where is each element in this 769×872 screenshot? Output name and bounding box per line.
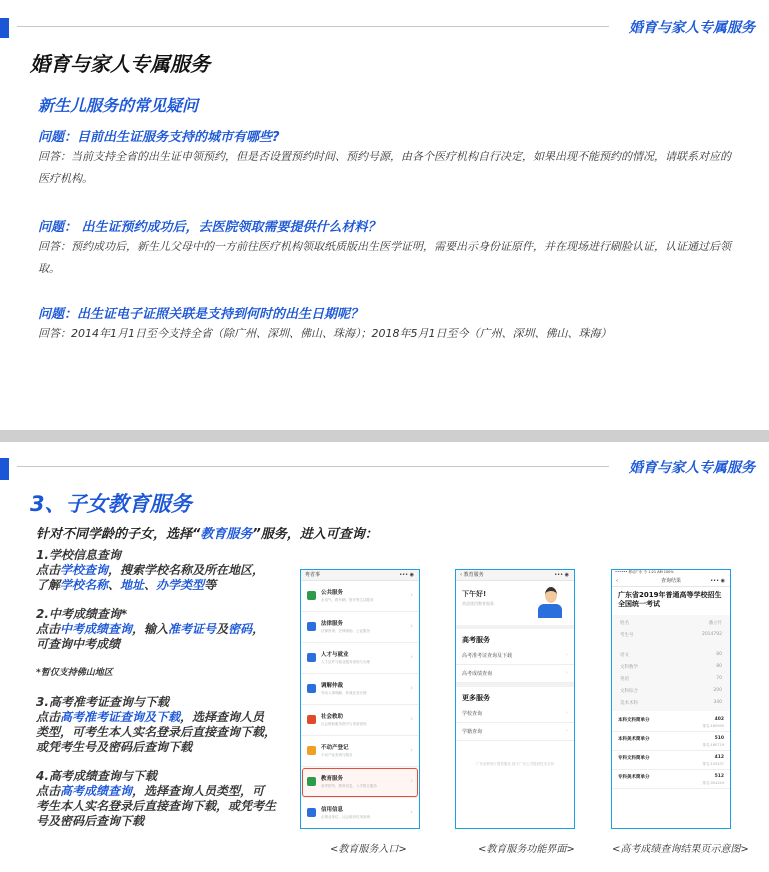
footer-note: 广东省教育厅提供服务 数字广东公司提供技术支持 [475,762,555,766]
menu-item-subtitle: 不动产证查询与服务 [321,753,353,757]
chevron-right-icon: › [410,777,413,785]
menu-item-icon [307,715,316,724]
menu-item[interactable] [301,767,419,798]
slide-education-service [0,442,769,872]
menu-item-title: 调解仲裁 [321,683,344,689]
menu-item-title: 信用信息 [321,807,344,813]
foshan-note: *暂仅支持佛山地区 [36,668,113,678]
score-row: 本科文科简单分 402 排名:180950 [612,713,730,732]
score-row: 专科文科简单分 412 排名:193437 [612,751,730,770]
menu-item-subtitle: 高考招考、教育信息、入学报名服务 [321,784,377,788]
greeting-banner: 下午好! 欢迎使用教育服务 [456,581,574,629]
menu-item-subtitle: 水电气、路车辆、报车等生活服务 [321,598,374,602]
chevron-right-icon: › [410,622,413,630]
status-bar: •••••• 移动广东 令 1:21 AM 100% [612,570,730,576]
menu-item-title: 教育服务 [321,776,344,782]
menu-item[interactable] [301,643,419,674]
faq-subheading: 新生儿服务的常见疑问 [38,96,199,115]
menu-item-icon [307,622,316,631]
section-tag: 婚育与家人专属服务 [629,460,755,476]
result-field: 英语 70 [620,676,722,682]
menu-item-title: 公共服务 [321,590,344,596]
header-rule [17,466,609,467]
menu-item-subtitle: 劳动人事调解、仲裁业务办理 [321,691,367,695]
menu-item[interactable] [301,705,419,736]
item-gaokao-score: 4.高考成绩查询与下载 点击高考成绩查询，选择查询人员类型，可考生本人实名登录后直接查询下载，或凭考生号及密码后查询下载 [36,769,277,828]
item-gaokao-ticket: 3.高考准考证查询与下载 点击高考准考证查询及下载，选择查询人员类型，可考生本人实名登录后直接查询下载，或凭考生号及密码后查询下载 [36,695,277,754]
result-fields [612,615,730,711]
menu-item-subtitle: 企事业单位、社会组织信用查询 [321,815,370,819]
result-field: 文科数学 80 [620,664,722,670]
section-more: 更多服务 [462,694,490,702]
menu-item-subtitle: 社会救助服务指引与申请查询 [321,722,367,726]
menu-item-icon [307,808,316,817]
chevron-right-icon: › [410,684,413,692]
chevron-right-icon: › [410,591,413,599]
intro-text: 针对不同学龄的子女，选择“教育服务”服务，进入可查询： [36,527,378,542]
menu-item-icon [307,746,316,755]
menu-item[interactable] [301,736,419,767]
result-scores [612,713,730,789]
menu-item-icon [307,777,316,786]
phone-education-functions [455,569,575,829]
slide-newborn-faq [0,0,769,430]
menu-item[interactable] [301,612,419,643]
service-item-list [36,548,276,843]
link-student-status[interactable]: 学籍查询 › [456,723,574,741]
menu-item-icon [307,684,316,693]
section-title: 3、子女教育服务 [30,492,192,516]
item-zhongkao-query: 2.中考成绩查询* 点击中考成绩查询，输入准考证号及密码，可查询中考成绩 [36,607,265,651]
score-row: 专科美术简单分 512 排名:004244 [612,770,730,789]
menu-item-title: 人才与就业 [321,652,349,658]
phone-header: ‹ 查询结果 ••• ◉ [612,576,730,587]
service-menu [301,581,419,829]
menu-item[interactable] [301,674,419,705]
link-gaokao-ticket[interactable]: 高考准考证查询及下载 › [456,647,574,665]
chevron-right-icon: › [410,808,413,816]
avatar [538,587,564,619]
faq-question-2: 问题： 出生证预约成功后，去医院领取需要提供什么材料？ [38,220,381,235]
link-gaokao-score[interactable]: 高考成绩查询 › [456,665,574,683]
chevron-right-icon: › [410,746,413,754]
accent-bar [0,18,9,38]
header-rule [17,26,609,27]
menu-item-subtitle: 人才证件与就业服务查询与办理 [321,660,370,664]
score-row: 本科美术简单分 510 排名:160719 [612,732,730,751]
menu-item-title: 不动产登记 [321,745,349,751]
faq-answer-2: 回答：预约成功后，新生儿父母中的一方前往医疗机构领取纸质版出生医学证明，需要出示身份证原件，并在现场进行刷脸认证，认证通过后领取。 [38,240,731,275]
menu-item-icon [307,591,316,600]
menu-item-title: 社会救助 [321,714,344,720]
menu-item-subtitle: 法律咨询、法律援助、公证服务 [321,629,370,633]
accent-bar [0,458,9,480]
phone-gaokao-result [611,569,731,829]
result-field: 语文 80 [620,652,722,658]
faq-answer-3: 回答：2014年1月1日至今支持全省（除广州、深圳、佛山、珠海）；2018年5月1日至今（广州、深圳、佛山、珠海） [38,327,612,340]
caption-functions: <教育服务功能界面> [478,844,575,855]
menu-item[interactable] [301,798,419,829]
item-school-query: 1.学校信息查询 点击学校查询，搜索学校名称及所在地区，了解学校名称、地址、办学类型等 [36,548,265,592]
phone-header: ‹ 教育服务 ••• ◉ [456,570,574,581]
faq-question-3: 问题：出生证电子证照关联是支持到何时的出生日期呢？ [38,307,364,322]
menu-item-title: 法律服务 [321,621,344,627]
menu-item-icon [307,653,316,662]
result-title: 广东省2019年普通高等学校招生全国统一考试 [618,591,722,608]
section-gaokao: 高考服务 [462,636,490,644]
result-field: 文科综合 200 [620,688,722,694]
back-icon[interactable]: ‹ [616,578,618,584]
caption-result: <高考成绩查询结果页示意图> [612,844,749,855]
section-tag: 婚育与家人专属服务 [629,20,755,36]
phone-education-entry [300,569,420,829]
faq-answer-1: 回答：当前支持全省的出生证申领预约，但是否设置预约时间、预约号源，由各个医疗机构自行决定，如果出现不能预约的情况，请联系对应的医疗机构。 [38,150,731,185]
result-field: 姓名 潘立竹 [620,621,722,626]
page-heading: 婚育与家人专属服务 [30,52,210,76]
result-field: 美术术科 340 [620,700,722,706]
result-field: 考生号 2014792 [620,632,722,638]
back-icon[interactable]: ‹ [460,572,464,578]
menu-item[interactable] [301,581,419,612]
phone-header: 粤省事 ••• ◉ [301,570,419,581]
faq-question-1: 问题：目前出生证服务支持的城市有哪些? [38,130,280,145]
chevron-right-icon: › [410,653,413,661]
link-school-query[interactable]: 学校查询 › [456,705,574,723]
caption-entry: <教育服务入口> [330,844,407,855]
chevron-right-icon: › [410,715,413,723]
